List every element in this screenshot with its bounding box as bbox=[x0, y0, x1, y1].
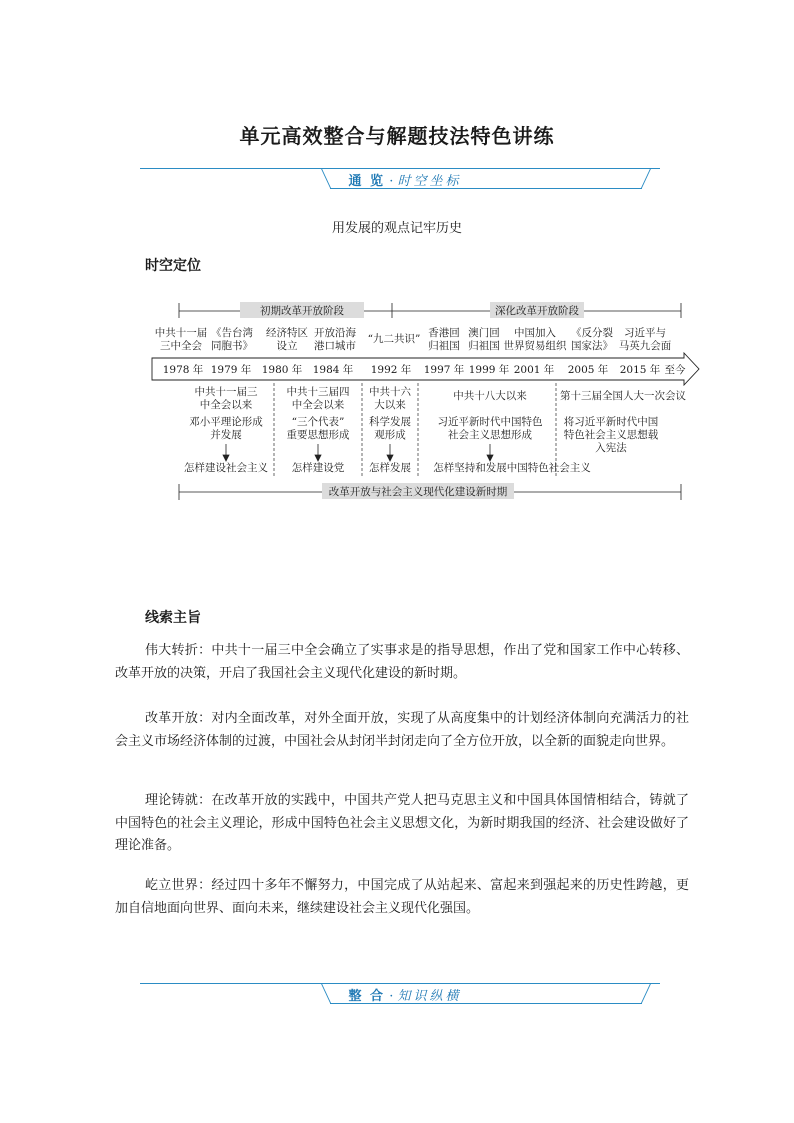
period-label: 第十三届全国人大一次会议 bbox=[560, 390, 686, 402]
period-question: 怎样坚持和发展中国特色社会主义 bbox=[433, 462, 591, 474]
banner-main-label: 整 合 bbox=[348, 989, 386, 1004]
event-label: 澳门回 bbox=[468, 327, 500, 339]
event-label: 《反分裂 bbox=[571, 327, 613, 339]
phase-label-overall: 改革开放与社会主义现代化建设新时期 bbox=[328, 486, 508, 498]
timeline-diagram bbox=[0, 0, 794, 560]
period-label: 中全会以来 bbox=[199, 399, 253, 411]
event-label: 国家法》 bbox=[571, 340, 613, 352]
event-label: 世界贸易组织 bbox=[503, 340, 567, 352]
event-label: 习近平与 bbox=[624, 327, 666, 339]
banner-sub-label: 时空坐标 bbox=[397, 174, 462, 189]
event-label: 《告台湾 bbox=[211, 327, 253, 339]
event-label: 中国加入 bbox=[514, 327, 556, 339]
year-label: 1999 年 bbox=[468, 364, 510, 376]
period-question: 怎样建设社会主义 bbox=[184, 462, 268, 474]
event-label: 设立 bbox=[276, 340, 298, 352]
period-label: 中全会以来 bbox=[291, 399, 345, 411]
period-label: 中共十一届三 bbox=[194, 386, 258, 398]
year-label: 1992 年 bbox=[370, 364, 412, 376]
event-label: 归祖国 bbox=[468, 340, 500, 352]
year-label: 1984 年 bbox=[312, 364, 354, 376]
event-label: “九二共识” bbox=[367, 333, 421, 345]
period-result: “三个代表” bbox=[291, 416, 345, 428]
period-label: 中共十三届四 bbox=[286, 386, 350, 398]
period-result: 邓小平理论形成 bbox=[189, 416, 263, 428]
year-label: 1980 年 bbox=[261, 364, 303, 376]
period-label: 中共十六 bbox=[369, 386, 411, 398]
period-result: 观形成 bbox=[374, 429, 406, 441]
banner-main-label: 通 览 bbox=[348, 174, 386, 189]
period-result: 习近平新时代中国特色 bbox=[437, 416, 543, 428]
year-label: 1979 年 bbox=[210, 364, 252, 376]
section-heading-timeline: 时空定位 bbox=[145, 258, 201, 274]
period-label: 中共十八大以来 bbox=[453, 390, 527, 402]
event-label: 经济特区 bbox=[266, 327, 308, 339]
period-result: 入宪法 bbox=[595, 442, 627, 454]
phase-label-deepening: 深化改革开放阶段 bbox=[495, 305, 579, 317]
banner-separator: · bbox=[389, 174, 394, 189]
period-question: 怎样发展 bbox=[369, 462, 411, 474]
paragraph: 伟大转折：中共十一届三中全会确立了实事求是的指导思想，作出了党和国家工作中心转移、改革开放的决策，开启了我国社会主义现代化建设的新时期。 bbox=[115, 643, 689, 681]
event-label: 马英九会面 bbox=[618, 340, 672, 352]
paragraph: 理论铸就：在改革开放的实践中，中国共产党人把马克思主义和中国具体国情相结合，铸就了中国特色的社会主义理论，形成中国特色社会主义思想文化，为新时期我国的经济、社会建设做好了理论准备。 bbox=[115, 793, 689, 853]
paragraph: 改革开放：对内全面改革，对外全面开放，实现了从高度集中的计划经济体制向充满活力的社会主义市场经济体制的过渡，中国社会从封闭半封闭走向了全方位开放，以全新的面貌走向世界。 bbox=[115, 711, 689, 749]
event-label: 三中全会 bbox=[160, 340, 202, 352]
event-label: 归祖国 bbox=[428, 340, 460, 352]
down-arrows bbox=[223, 444, 493, 461]
year-label: 1997 年 bbox=[423, 364, 465, 376]
banner-separator: · bbox=[389, 989, 394, 1004]
period-result: 科学发展 bbox=[369, 416, 411, 428]
event-label: 开放沿海 bbox=[314, 327, 356, 339]
year-label: 1978 年 bbox=[162, 364, 204, 376]
section-heading-main-idea: 线索主旨 bbox=[145, 610, 201, 626]
page-title: 单元高效整合与解题技法特色讲练 bbox=[239, 124, 555, 148]
period-result: 并发展 bbox=[210, 429, 242, 441]
period-result: 将习近平新时代中国 bbox=[563, 416, 659, 428]
period-label: 大以来 bbox=[374, 399, 406, 411]
period-result: 社会主义思想形成 bbox=[448, 429, 532, 441]
event-label: 同胞书》 bbox=[211, 340, 253, 352]
event-labels bbox=[155, 326, 672, 352]
year-label: 2001 年 bbox=[513, 364, 555, 376]
year-label: 2005 年 bbox=[567, 364, 609, 376]
year-label: 至今 bbox=[664, 364, 686, 376]
year-labels bbox=[163, 363, 686, 376]
event-label: 中共十一届 bbox=[154, 327, 208, 339]
period-result: 特色社会主义思想载 bbox=[563, 429, 659, 441]
period-result: 重要思想形成 bbox=[286, 429, 350, 441]
section-banner-integration bbox=[140, 979, 660, 1009]
subtitle: 用发展的观点记牢历史 bbox=[331, 221, 462, 236]
paragraph: 屹立世界：经过四十多年不懈努力，中国完成了从站起来、富起来到强起来的历史性跨越，更加自信地面向世界、面向未来，继续建设社会主义现代化强国。 bbox=[115, 878, 689, 916]
year-label: 2015 年 bbox=[619, 364, 661, 376]
event-label: 港口城市 bbox=[314, 340, 356, 352]
banner-sub-label: 知识纵横 bbox=[397, 989, 462, 1004]
phase-label-early: 初期改革开放阶段 bbox=[260, 305, 344, 317]
event-label: 香港回 bbox=[428, 327, 460, 339]
period-question: 怎样建设党 bbox=[291, 462, 345, 474]
